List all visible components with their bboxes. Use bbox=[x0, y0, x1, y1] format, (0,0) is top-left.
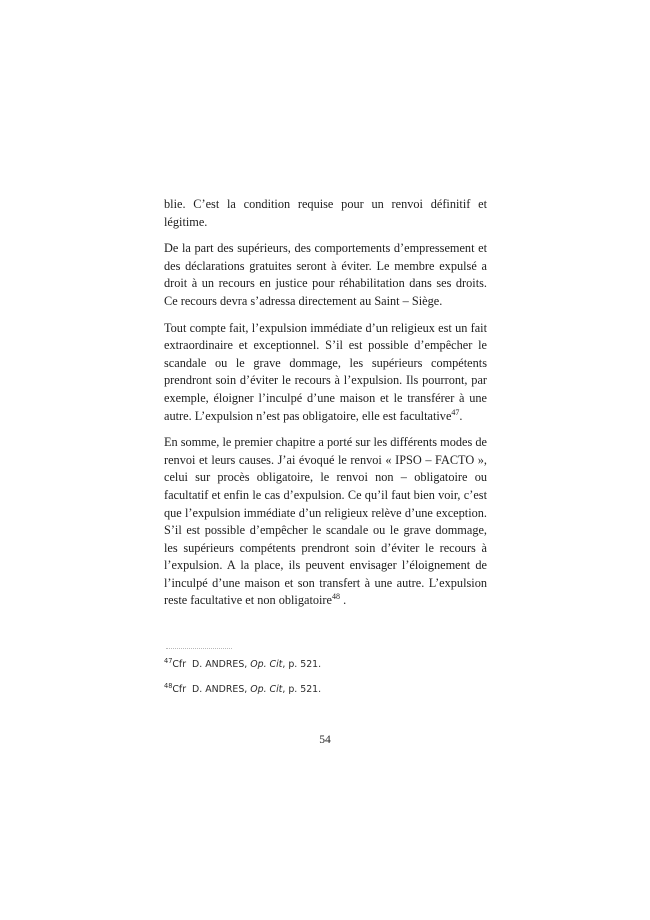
footnote-reference-48[interactable]: 48 bbox=[332, 592, 340, 602]
footnote-suffix: , p. 521. bbox=[282, 684, 322, 695]
body-paragraph-3 bbox=[164, 320, 487, 426]
body-paragraph-3-text: Tout compte fait, l’expulsion immédiate d’un religieux est un fait extraordinaire et exceptionnel. S’il est possible d’empêcher le scandale ou le grave dommage, les supérieurs compétents prendront soin d’éviter le recours à l’expulsion. Ils pourront, par exemple, éloigner l’inculpé d’une maison et le transférer à une autre. L’expulsion n’est pas obligatoire, elle est facultative bbox=[164, 320, 487, 423]
footnote-prefix: Cfr D. ANDRES, bbox=[172, 659, 251, 670]
footnote-area bbox=[164, 648, 487, 696]
footnote-citation-title: Op. Cit bbox=[250, 684, 283, 695]
footnote-marker: 47 bbox=[164, 656, 173, 665]
footnote-prefix: Cfr D. ANDRES, bbox=[172, 684, 251, 695]
footnote-suffix: , p. 521. bbox=[282, 659, 322, 670]
footnote-reference-47[interactable]: 47 bbox=[451, 407, 460, 417]
body-text-column bbox=[164, 196, 487, 610]
body-paragraph-4-tail: . bbox=[340, 593, 347, 608]
footnote-separator-line bbox=[166, 648, 232, 649]
body-paragraph-1: blie. C’est la condition requise pour un renvoi définitif et légitime. bbox=[164, 197, 487, 229]
body-paragraph-2: De la part des supérieurs, des comportements d’empressement et des déclarations gratuites seront à éviter. Le membre expulsé a droit à un recours en justice pour réhabilitation dans ses droits. Ce recours devra s’adressa directement au Saint – Siège. bbox=[164, 241, 487, 308]
footnote-citation-title: Op. Cit bbox=[250, 659, 283, 670]
footnote-marker: 48 bbox=[164, 681, 173, 690]
footnote-item bbox=[164, 683, 487, 696]
body-paragraph-4-text: En somme, le premier chapitre a porté sur les différents modes de renvoi et leurs causes. J’ai évoqué le renvoi « IPSO – FACTO », celui sur procès obligatoire, le renvoi non – obligatoire ou facultatif et enfin le cas d’expulsion. Ce qu’il faut bien voir, c’est que l’expulsion immédiate d’un religieux relève d’une exception. S’il est possible d’empêcher le scandale ou le grave dommage, les supérieurs compétents prendront soin d’éviter le recours à l’expulsion. A la place, ils peuvent envisager l’éloignement de l’inculpé d’une maison et son transfert à une autre. L’expulsion reste facultative et non obligatoire bbox=[164, 435, 487, 608]
page-number: 54 bbox=[319, 733, 331, 746]
footnote-item bbox=[164, 658, 487, 671]
body-paragraph-4 bbox=[164, 434, 487, 610]
body-paragraph-3-tail: . bbox=[459, 408, 463, 423]
